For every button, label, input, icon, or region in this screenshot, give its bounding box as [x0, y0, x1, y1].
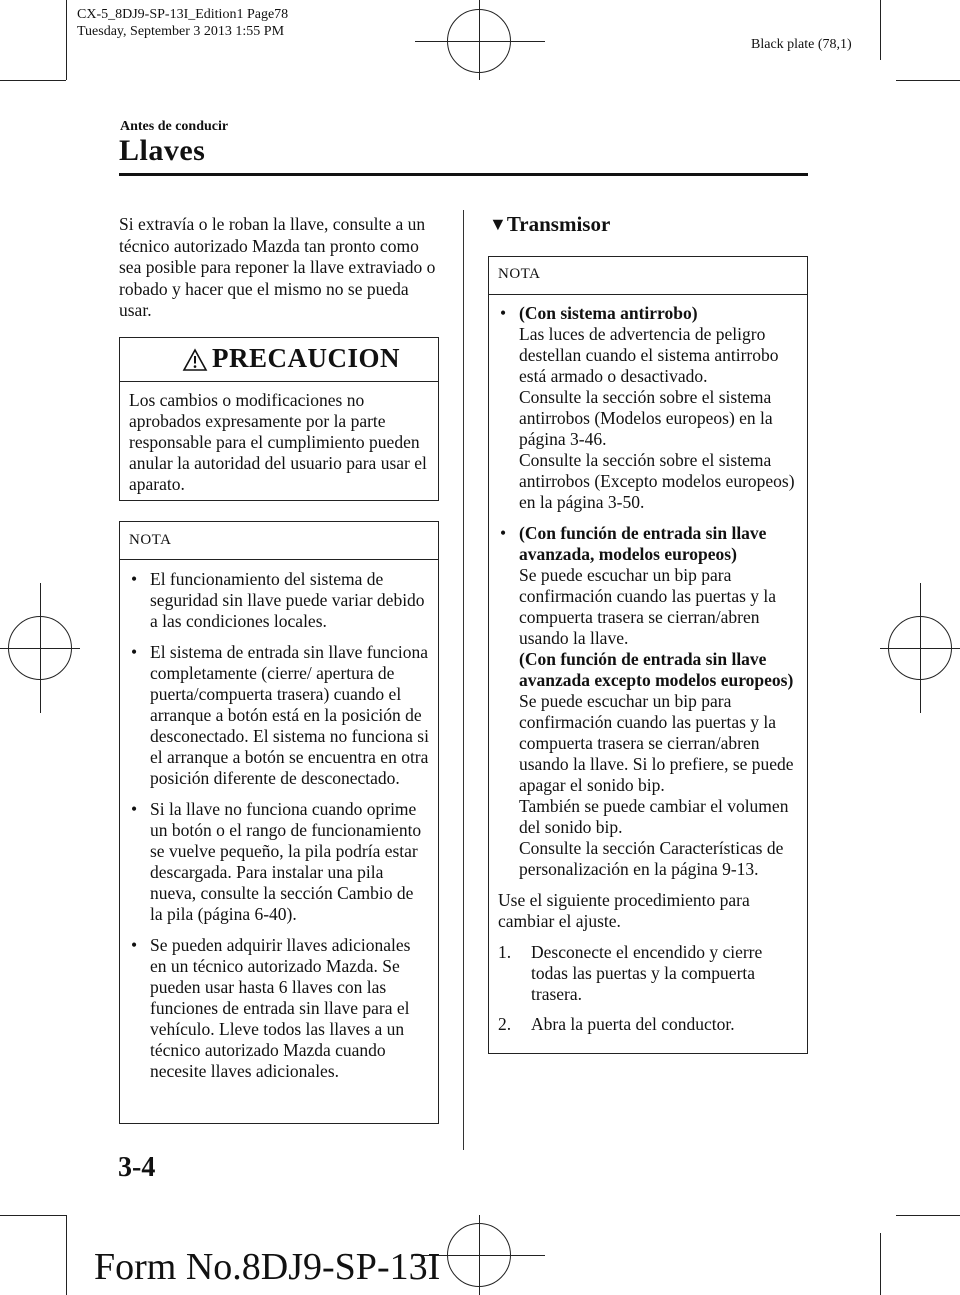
bullet-bold: (Con función de entrada sin llave avanzada, modelos europeos) [519, 523, 767, 564]
note-body-left [120, 560, 438, 1090]
crop-mark-bottom-left-v [66, 1215, 67, 1295]
list-item [129, 799, 430, 925]
crop-mark-bottom-right-h [896, 1215, 960, 1216]
list-item [129, 935, 430, 1082]
note-header-right: NOTA [489, 257, 807, 295]
crop-mark-bottom-left-h [0, 1215, 66, 1216]
bullet-text: Las luces de advertencia de peligro destellan cuando el sistema antirrobo está armado o desactivado. [519, 324, 779, 386]
procedure-intro: Use el siguiente procedimiento para cambiar el ajuste. [498, 890, 750, 931]
bullet-text: También se puede cambiar el volumen del sonido bip. [519, 796, 789, 837]
bullet-dot: • [131, 799, 138, 819]
bullet-dot: • [500, 303, 507, 323]
note-header-left: NOTA [120, 522, 438, 560]
step-text: Abra la puerta del conductor. [531, 1014, 735, 1034]
plate-label: Black plate (78,1) [751, 37, 852, 52]
section-rule [119, 173, 808, 176]
list-item [498, 303, 799, 513]
crop-mark-bottom-right-v [880, 1233, 881, 1295]
note-box-left [119, 521, 439, 1124]
subsection-heading [489, 212, 610, 237]
bullet-text: Se puede escuchar un bip para confirmación cuando las puertas y la compuerta trasera se cierran/abren usando la llave. [519, 565, 777, 648]
print-job-line1: CX-5_8DJ9-SP-13I_Edition1 Page78 [77, 7, 289, 22]
page-number: 3-4 [118, 1152, 156, 1183]
procedure-step [498, 1014, 799, 1035]
crop-mark-top-right-v [880, 0, 881, 60]
bullet-dot: • [131, 569, 138, 589]
subsection-title: Transmisor [506, 212, 611, 236]
bullet-dot: • [131, 642, 138, 662]
section-title: Llaves [119, 134, 206, 167]
note-body-right [489, 295, 807, 1043]
caution-title: PRECAUCION [212, 343, 401, 373]
list-item [129, 569, 430, 632]
bullet-ref: Consulte la sección sobre el sistema antirrobos (Excepto modelos europeos) en la página 3-50. [519, 450, 795, 512]
bullet-text: Consulte la sección Características de personalización en la página 9-13. [519, 838, 784, 879]
crop-mark-top-left-h [0, 80, 66, 81]
bullet-dot: • [500, 523, 507, 543]
step-text: Desconecte el encendido y cierre todas las puertas y la compuerta trasera. [531, 942, 763, 1004]
procedure-step [498, 942, 799, 1005]
caution-header [120, 338, 438, 382]
print-job-line2: Tuesday, September 3 2013 1:55 PM [77, 24, 285, 39]
bullet-ref: Consulte la sección sobre el sistema antirrobos (Modelos europeos) en la página 3-46. [519, 387, 773, 449]
note-bullet-text: El funcionamiento del sistema de seguridad sin llave puede variar debido a las condiciones locales. [150, 569, 425, 631]
note-bullet-text: El sistema de entrada sin llave funciona completamente (cierre/ apertura de puerta/compuerta trasera) cuando el arranque a botón está en la posición de desconectado. El sistema no funciona si el arranque a botón se encuentra en otra posición diferente de desconectado. [150, 642, 429, 788]
crop-mark-top-right-h [896, 80, 960, 81]
triangle-marker-icon: ▼ [489, 214, 507, 234]
step-number: 2. [498, 1014, 512, 1034]
list-item [129, 642, 430, 789]
bullet-text: Se puede escuchar un bip para confirmación cuando las puertas y la compuerta trasera se cierran/abren usando la llave. Si lo prefiere, se puede apagar el sonido bip. [519, 691, 794, 795]
bullet-dot: • [131, 935, 138, 955]
note-bullet-text: Si la llave no funciona cuando oprime un botón o el rango de funcionamiento se vuelve pequeño, la pila podría estar descargada. Para instalar una pila nueva, consulte la sección Cambio de la pila (página 6-40). [150, 799, 422, 924]
column-divider [463, 210, 464, 1150]
list-item [498, 523, 799, 880]
procedure-steps [498, 942, 799, 1035]
step-number: 1. [498, 942, 512, 962]
section-label: Antes de conducir [120, 119, 229, 134]
bullet-bold: (Con función de entrada sin llave avanzada excepto modelos europeos) [519, 649, 794, 690]
note-box-right [488, 256, 808, 1054]
caution-box [119, 337, 439, 501]
intro-paragraph: Si extravía o le roban la llave, consulte a un técnico autorizado Mazda tan pronto como sea posible para reponer la llave extraviado o robado y hacer que el mismo no se pueda usar. [119, 214, 436, 320]
crop-mark-top-left-v [66, 0, 67, 80]
form-number: Form No.8DJ9-SP-13I [94, 1246, 441, 1288]
bullet-bold: (Con sistema antirrobo) [519, 303, 698, 323]
caution-text: Los cambios o modificaciones no aprobados expresamente por la parte responsable para el cumplimiento pueden anular la autoridad del usuario para usar el aparato. [129, 390, 427, 494]
note-bullet-text: Se pueden adquirir llaves adicionales en un técnico autorizado Mazda. Se pueden usar hasta 6 llaves con las funciones de entrada sin llave para el vehículo. Lleve todos las llaves a un técnico autorizado Mazda cuando necesite llaves adicionales. [150, 935, 411, 1081]
warning-triangle-icon [182, 348, 208, 372]
print-job-info [77, 6, 288, 40]
